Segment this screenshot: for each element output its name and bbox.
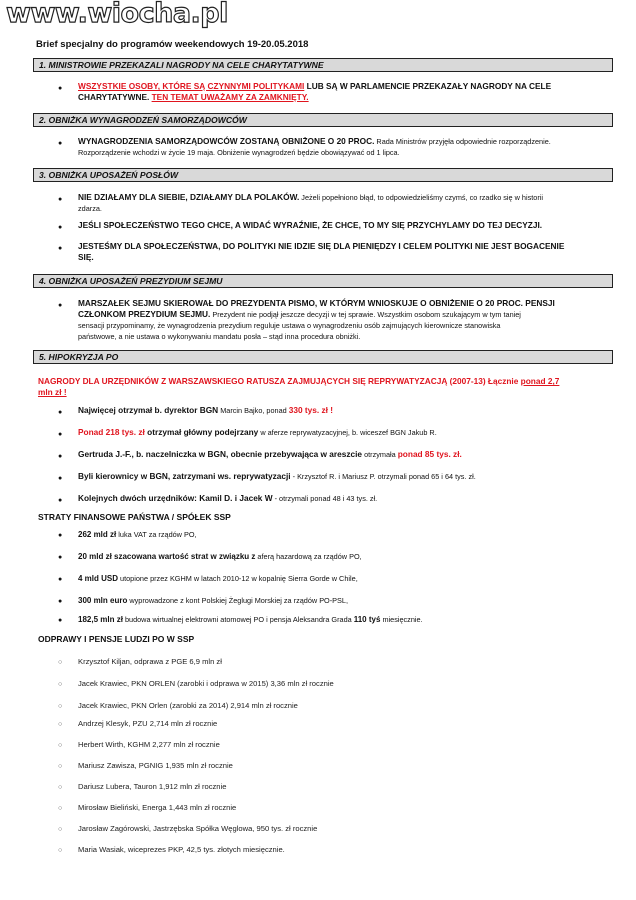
straty-heading: STRATY FINANSOWE PAŃSTWA / SPÓŁEK SSP <box>38 512 231 522</box>
bullet-icon: ● <box>58 576 63 583</box>
odprawy-text: Dariusz Lubera, Tauron 1,912 mln zł rocznie <box>78 782 227 791</box>
s4-text: MARSZAŁEK SEJMU SKIEROWAŁ DO PREZYDENTA PISMO, W KTÓRYM WNIOSKUJE O OBNIŻENIE O 20 PROC. PENSJI CZŁONKOM PREZYDIUM SEJMU. Prezydent nie podjął jeszcze decyzji w tej sprawie. Wszystkim osobom szukającym w tym taniej sensacji przypominamy, że wynagrodzenia prezydium reguluje ustawa o wynagrodzeniu osób zajmujących kierownicze stanowiska państwowe, a nie ustawa o wykonywaniu mandatu posła – stąd inna procedura obniżki. <box>78 298 555 341</box>
odprawy-row <box>58 656 222 668</box>
bullet-icon: ● <box>58 532 63 539</box>
odprawy-row <box>58 823 317 835</box>
s3-point-3: JESTEŚMY DLA SPOŁECZEŃSTWA, DO POLITYKI NIE IDZIE SIĘ DLA PIENIĘDZY I CELEM POLITYKI NIE JEST BOGACENIE SIĘ. <box>78 241 565 262</box>
hollow-bullet-icon: ○ <box>58 721 63 728</box>
s2-text: WYNAGRODZENIA SAMORZĄDOWCÓW ZOSTANĄ OBNIŻONE O 20 PROC. Rada Ministrów przyjęła odpowiednie rozporządzenie. Rozporządzenie wchodzi w życie 19 maja. Obniżenie wynagrodzeń będzie obowiązywać od 1 lipca. <box>78 136 551 157</box>
bullet-icon: ● <box>58 302 63 309</box>
hollow-bullet-icon: ○ <box>58 681 63 688</box>
bullet-icon: ● <box>58 409 63 416</box>
section-5-header: 5. HIPOKRYZJA PO <box>33 350 613 364</box>
bullet-icon: ● <box>58 224 63 231</box>
odprawy-row <box>58 781 226 793</box>
hollow-bullet-icon: ○ <box>58 703 63 710</box>
odprawy-text: Andrzej Klesyk, PZU 2,714 mln zł rocznie <box>78 719 218 728</box>
s3-point-2: JEŚLI SPOŁECZEŃSTWO TEGO CHCE, A WIDAĆ WYRAŹNIE, ŻE CHCE, TO MY SIĘ PRZYCHYLAMY DO TEJ DECYZJI. <box>78 220 543 230</box>
odprawy-row <box>58 718 217 730</box>
odprawy-row <box>58 760 233 772</box>
hollow-bullet-icon: ○ <box>58 847 63 854</box>
s5-item-1: Najwięcej otrzymał b. dyrektor BGN Marcin Bajko, ponad 330 tys. zł ! <box>78 405 334 415</box>
straty-row: ● 182,5 mln zł budowa wirtualnej elektrowni atomowej PO i pensja Aleksandra Grada 110 tyś miesięcznie. <box>58 615 423 624</box>
straty-row: ● 20 mld zł szacowana wartość strat w związku z aferą hazardową za rządów PO, <box>58 552 362 561</box>
odprawy-row <box>58 700 298 712</box>
bullet-icon: ● <box>58 598 63 605</box>
straty-row: ● 4 mld USD utopione przez KGHM w latach 2010-12 w kopalnię Sierra Gorde w Chile, <box>58 574 358 583</box>
bullet-icon: ● <box>58 245 63 252</box>
hollow-bullet-icon: ○ <box>58 784 63 791</box>
odprawy-row <box>58 802 236 814</box>
s1-text: WSZYSTKIE OSOBY, KTÓRE SĄ CZYNNYMI POLITYKAMI LUB SĄ W PARLAMENCIE PRZEKAZAŁY NAGRODY NA CELE CHARYTATYWNE. TEN TEMAT UWAŻAMY ZA ZAMKNIĘTY. <box>78 81 552 102</box>
s5-item-4: Byli kierownicy w BGN, zatrzymani ws. reprywatyzacji - Krzysztof R. i Mariusz P. otrzymali ponad 65 i 64 tys. zł. <box>78 471 476 481</box>
odprawy-text: Jacek Krawiec, PKN ORLEN (zarobki i odprawa w 2015) 3,36 mln zł rocznie <box>78 679 334 688</box>
bullet-icon: ● <box>58 85 63 92</box>
odprawy-text: Jacek Krawiec, PKN Orlen (zarobki za 2014) 2,914 mln zł rocznie <box>78 701 298 710</box>
bullet-icon: ● <box>58 453 63 460</box>
bullet-icon: ● <box>58 196 63 203</box>
hollow-bullet-icon: ○ <box>58 826 63 833</box>
hollow-bullet-icon: ○ <box>58 659 63 666</box>
brief-title: Brief specjalny do programów weekendowych 19-20.05.2018 <box>36 39 309 50</box>
odprawy-text: Krzysztof Kiljan, odprawa z PGE 6,9 mln zł <box>78 657 222 666</box>
section-2-header: 2. OBNIŻKA WYNAGRODZEŃ SAMORZĄDOWCÓW <box>33 113 613 127</box>
s5-item-2: Ponad 218 tys. zł otrzymał główny podejrzany w aferze reprywatyzacyjnej, b. wiceszef BGN Jakub R. <box>78 427 437 437</box>
watermark: www.wiocha.pl <box>6 0 228 29</box>
bullet-icon: ● <box>58 617 63 624</box>
hollow-bullet-icon: ○ <box>58 805 63 812</box>
odprawy-text: Herbert Wirth, KGHM 2,277 mln zł rocznie <box>78 740 220 749</box>
section-3-header: 3. OBNIŻKA UPOSAŻEŃ POSŁÓW <box>33 168 613 182</box>
bullet-icon: ● <box>58 554 63 561</box>
odprawy-text: Mirosław Bieliński, Energa 1,443 mln zł rocznie <box>78 803 237 812</box>
odprawy-row <box>58 678 334 690</box>
section-1-header: 1. MINISTROWIE PRZEKAZALI NAGRODY NA CELE CHARYTATYWNE <box>33 58 613 72</box>
bullet-icon: ● <box>58 431 63 438</box>
hollow-bullet-icon: ○ <box>58 742 63 749</box>
s5-item-3: Gertruda J.-F., b. naczelniczka w BGN, obecnie przebywająca w areszcie otrzymała ponad 85 tys. zł. <box>78 449 462 459</box>
straty-row: ● 300 mln euro wyprowadzone z kont Polskiej Żeglugi Morskiej za rządów PO-PSL, <box>58 596 348 605</box>
bullet-icon: ● <box>58 140 63 147</box>
odprawy-row <box>58 739 220 751</box>
odprawy-text: Maria Wasiak, wiceprezes PKP, 42,5 tys. złotych miesięcznie. <box>78 845 285 854</box>
odprawy-row <box>58 844 285 856</box>
odprawy-text: Mariusz Zawisza, PGNIG 1,935 mln zł rocznie <box>78 761 233 770</box>
s5-item-5: Kolejnych dwóch urzędników: Kamil D. i Jacek W - otrzymali ponad 48 i 43 tys. zł. <box>78 493 378 503</box>
section-4-header: 4. OBNIŻKA UPOSAŻEŃ PREZYDIUM SEJMU <box>33 274 613 288</box>
odprawy-heading: ODPRAWY I PENSJE LUDZI PO W SSP <box>38 634 195 644</box>
hollow-bullet-icon: ○ <box>58 763 63 770</box>
odprawy-text: Jarosław Zagórowski, Jastrzębska Spółka Węglowa, 950 tys. zł rocznie <box>78 824 318 833</box>
bullet-icon: ● <box>58 475 63 482</box>
s3-point-1: NIE DZIAŁAMY DLA SIEBIE, DZIAŁAMY DLA POLAKÓW. Jeżeli popełniono błąd, to odpowiedzieliśmy czymś, co rzadko się w historii zdarza. <box>78 192 544 213</box>
straty-row: ● 262 mld zł luka VAT za rządów PO, <box>58 530 197 539</box>
s5-intro: NAGRODY DLA URZĘDNIKÓW Z WARSZAWSKIEGO RATUSZA ZAJMUJĄCYCH SIĘ REPRYWATYZACJĄ (2007-13) Łącznie ponad 2,7 mln zł ! <box>38 376 560 397</box>
bullet-icon: ● <box>58 497 63 504</box>
